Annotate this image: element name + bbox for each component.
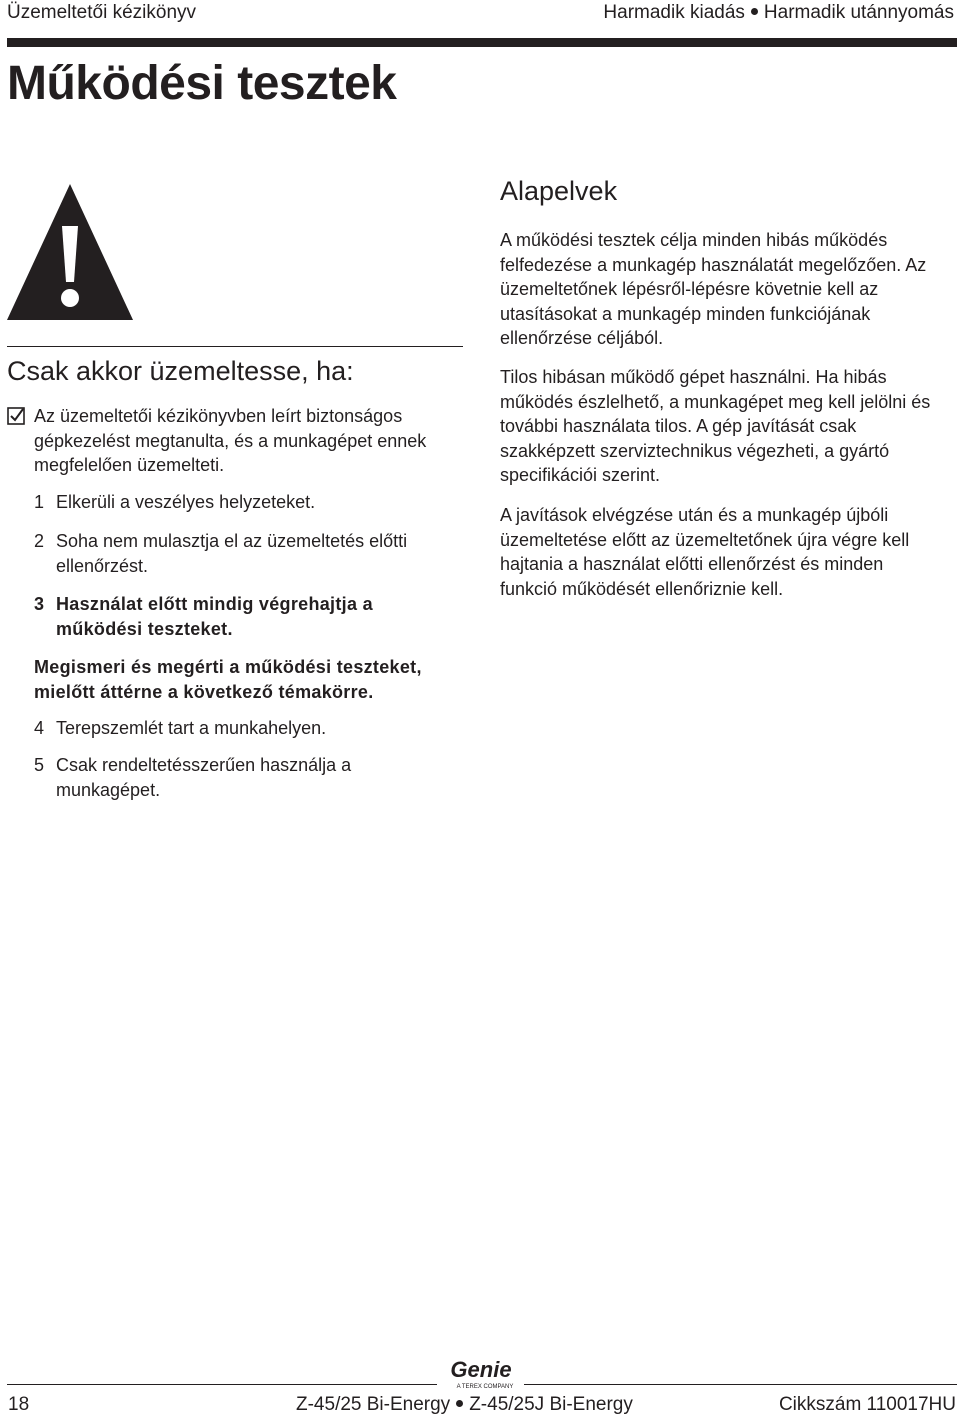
step-number: 5 [34,755,45,775]
logo-tagline: A TEREX COMPANY [456,1384,514,1390]
note-text: Megismeri és megérti a működési teszteket, mielőtt áttérne a következő témakörre. [34,657,422,702]
principles-paragraph: Tilos hibásan működő gépet használni. Ha hibás működés észlelhető, a munkagépet meg kell jelölni és további használata tilos. A gép javítását csak szakképzett szerviztechnikus végezheti, a gyártó specifikációi szerint. [500,367,931,485]
step-text: Terepszemlét tart a munkahelyen. [56,718,327,738]
footer-rule-right [524,1384,957,1385]
checklist-item: Az üzemeltetői kézikönyvben leírt biztonságos gépkezelést megtanulta, és a munkagépet ennek megfelelően üzemelteti. [34,406,427,475]
edition-label: Harmadik kiadás [603,2,745,23]
footer-rule-left [7,1384,437,1385]
model-a: Z-45/25 Bi-Energy [296,1394,451,1415]
page-title: Működési tesztek [7,57,397,110]
running-header-edition [603,2,954,24]
step-number: 1 [34,492,45,512]
checkbox-checked-icon [7,407,25,425]
operate-only-if-heading: Csak akkor üzemeltesse, ha: [7,356,354,386]
header-rule [7,38,957,47]
step-number: 2 [34,531,45,551]
principles-paragraph: A működési tesztek célja minden hibás működés felfedezése a munkagép használatát megelőzően. Az üzemeltetőnek lépésről-lépésre követnie kell az utasításokat a munkagép minden funkciójának ellenőrzése céljából. [500,230,927,348]
reprint-label: Harmadik utánnyomás [763,2,954,23]
footer-models [296,1394,633,1416]
bullet-dot-icon [751,8,758,15]
running-header-title: Üzemeltetői kézikönyv [7,2,197,23]
part-number: Cikkszám 110017HU [778,1394,956,1415]
principles-paragraph: A javítások elvégzése után és a munkagép újbóli üzemeltetése előtt az üzemeltetőnek újra végre kell hajtania a használat előtti ellenőrzést és minden funkció működését ellenőriznie kell. [500,505,910,599]
step-number: 4 [34,718,45,738]
step-text: Használat előtt mindig végrehajtja a működési teszteket. [56,594,373,639]
warning-triangle-icon [5,182,135,322]
model-b: Z-45/25J Bi-Energy [469,1394,633,1415]
principles-heading: Alapelvek [500,176,618,206]
step-number: 3 [34,594,45,614]
column-divider [7,346,463,347]
step-text: Elkerüli a veszélyes helyzeteket. [56,492,316,512]
step-text: Soha nem mulasztja el az üzemeltetés előtti ellenőrzést. [56,531,408,576]
genie-logo [445,1357,517,1391]
bullet-dot-icon [456,1400,463,1407]
page-number: 18 [8,1394,30,1415]
step-text: Csak rendeltetésszerűen használja a munkagépet. [56,755,352,800]
logo-brand: Genie [450,1357,512,1382]
